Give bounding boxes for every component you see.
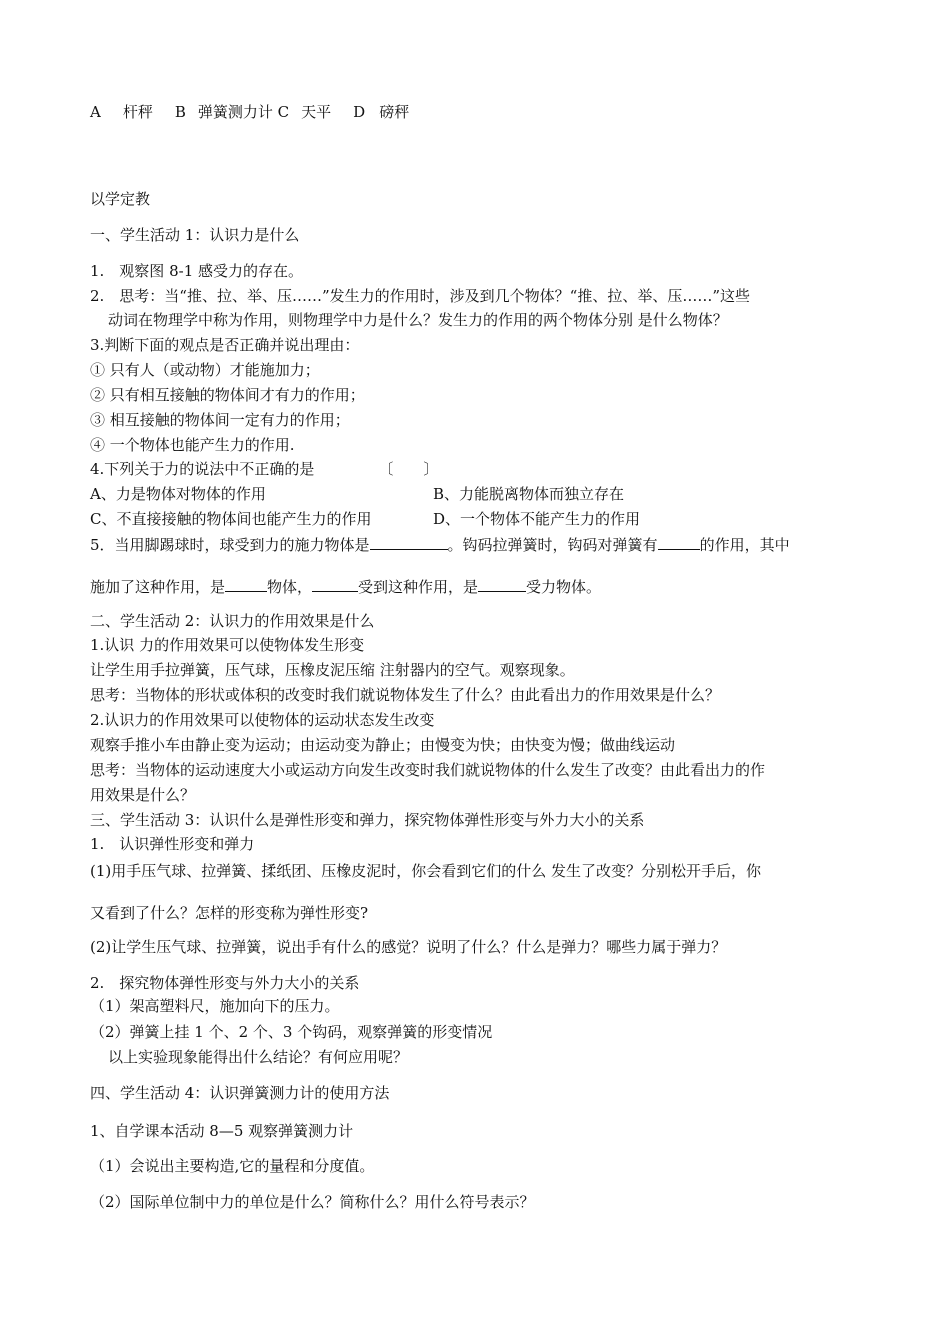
s1-q5-text-2: 。钩码拉弹簧时，钩码对弹簧有 [447, 536, 658, 554]
s2-p6: 思考：当物体的运动速度大小或运动方向发生改变时我们就说物体的什么发生了改变？由此看出力的作 [90, 761, 766, 779]
s1-q4-bracket: 〔 〕 [378, 460, 439, 478]
s3-p4: (2)让学生压气球、拉弹簧，说出手有什么的感觉？说明了什么？什么是弹力？哪些力属于弹力？ [90, 938, 727, 956]
s2-title: 二、学生活动 2：认识力的作用效果是什么 [90, 612, 375, 630]
section-heading: 以学定教 [90, 190, 151, 208]
s3-p2: (1)用手压气球、拉弹簧、揉纸团、压橡皮泥时，你会看到它们的什么 发生了改变？分别松开手后，你 [90, 862, 762, 880]
s1-item2: ② 只有相互接触的物体间才有力的作用； [90, 386, 365, 404]
s3-p3: 又看到了什么？怎样的形变称为弹性形变? [90, 904, 369, 922]
s2-p1: 1.认识 力的作用效果可以使物体发生形变 [90, 636, 365, 654]
s4-p3: （2）国际单位制中力的单位是什么？简称什么？用什么符号表示？ [90, 1193, 535, 1211]
s1-q5-text-4: 施加了这种作用，是 [90, 578, 226, 596]
s1-q3: 3.判断下面的观点是否正确并说出理由： [90, 336, 360, 354]
option-d-letter: D [353, 103, 366, 121]
s2-p5: 观察手推小车由静止变为运动；由运动变为静止；由慢变为快；由快变为慢；做曲线运动 [90, 736, 676, 754]
s4-p2: （1）会说出主要构造,它的量程和分度值。 [90, 1157, 375, 1175]
s1-title: 一、学生活动 1：认识力是什么 [90, 226, 300, 244]
s1-option-a: A、力是物体对物体的作用 [90, 485, 266, 503]
fill-blank [478, 575, 526, 592]
s1-q5-text-3: 的作用，其中 [699, 536, 790, 554]
option-c-text: 天平 [301, 103, 332, 121]
option-a-letter: A [90, 103, 101, 121]
s1-q5-line2 [90, 575, 601, 598]
s1-item3: ③ 相互接触的物体间一定有力的作用； [90, 411, 350, 429]
fill-blank [312, 575, 358, 592]
s1-q1: 1. 观察图 8-1 感受力的存在。 [90, 262, 304, 280]
s1-q5-text-1: 5．当用脚踢球时，球受到力的施力物体是 [90, 536, 370, 554]
fill-blank [225, 575, 267, 592]
s1-q5-text-6: 受到这种作用，是 [358, 578, 479, 596]
s3-title: 三、学生活动 3：认识什么是弹性形变和弹力，探究物体弹性形变与外力大小的关系 [90, 811, 645, 829]
option-line [90, 101, 409, 123]
s1-item4: ④ 一个物体也能产生力的作用. [90, 436, 295, 454]
s3-p7: （2）弹簧上挂 1 个、2 个、3 个钩码，观察弹簧的形变情况 [90, 1023, 493, 1041]
fill-blank [658, 533, 700, 550]
s1-q2-line1: 2. 思考：当“推、拉、举、压……”发生力的作用时，涉及到几个物体？“推、拉、举、压……”这些 [90, 287, 750, 305]
fill-blank [370, 533, 448, 550]
s3-p5: 2. 探究物体弹性形变与外力大小的关系 [90, 974, 360, 992]
option-d-text: 磅秤 [379, 103, 410, 121]
s3-p8: 以上实验现象能得出什么结论？有何应用呢？ [108, 1048, 409, 1066]
s1-q5-text-5: 物体， [267, 578, 313, 596]
s1-q2-line2: 动词在物理学中称为作用，则物理学中力是什么？发生力的作用的两个物体分别 是什么物体？ [108, 311, 728, 329]
s1-q5-text-7: 受力物体。 [526, 578, 602, 596]
s1-option-d: D、一个物体不能产生力的作用 [433, 510, 641, 528]
s1-option-c: C、不直接接触的物体间也能产生力的作用 [90, 510, 372, 528]
s2-p2: 让学生用手拉弹簧，压气球，压橡皮泥压缩 注射器内的空气。观察现象。 [90, 661, 575, 679]
s1-q5-line1 [90, 533, 790, 556]
s4-p1: 1、自学课本活动 8—5 观察弹簧测力计 [90, 1122, 354, 1140]
s1-q4-text: 4.下列关于力的说法中不正确的是 [90, 460, 315, 478]
option-a-text: 杆秤 [122, 103, 153, 121]
s2-p7: 用效果是什么？ [90, 786, 196, 804]
option-b-letter: B [174, 103, 186, 121]
s2-p4: 2.认识力的作用效果可以使物体的运动状态发生改变 [90, 711, 435, 729]
s1-item1: ① 只有人（或动物）才能施加力； [90, 361, 320, 379]
option-b-text: 弹簧测力计 C [197, 103, 290, 121]
s4-title: 四、学生活动 4：认识弹簧测力计的使用方法 [90, 1084, 390, 1102]
s2-p3: 思考：当物体的形状或体积的改变时我们就说物体发生了什么？由此看出力的作用效果是什么？ [90, 686, 721, 704]
s3-p6: （1）架高塑料尺，施加向下的压力。 [90, 997, 340, 1015]
s1-option-b: B、力能脱离物体而独立存在 [433, 485, 625, 503]
s1-q4 [90, 458, 438, 480]
s3-p1: 1. 认识弹性形变和弹力 [90, 835, 255, 853]
